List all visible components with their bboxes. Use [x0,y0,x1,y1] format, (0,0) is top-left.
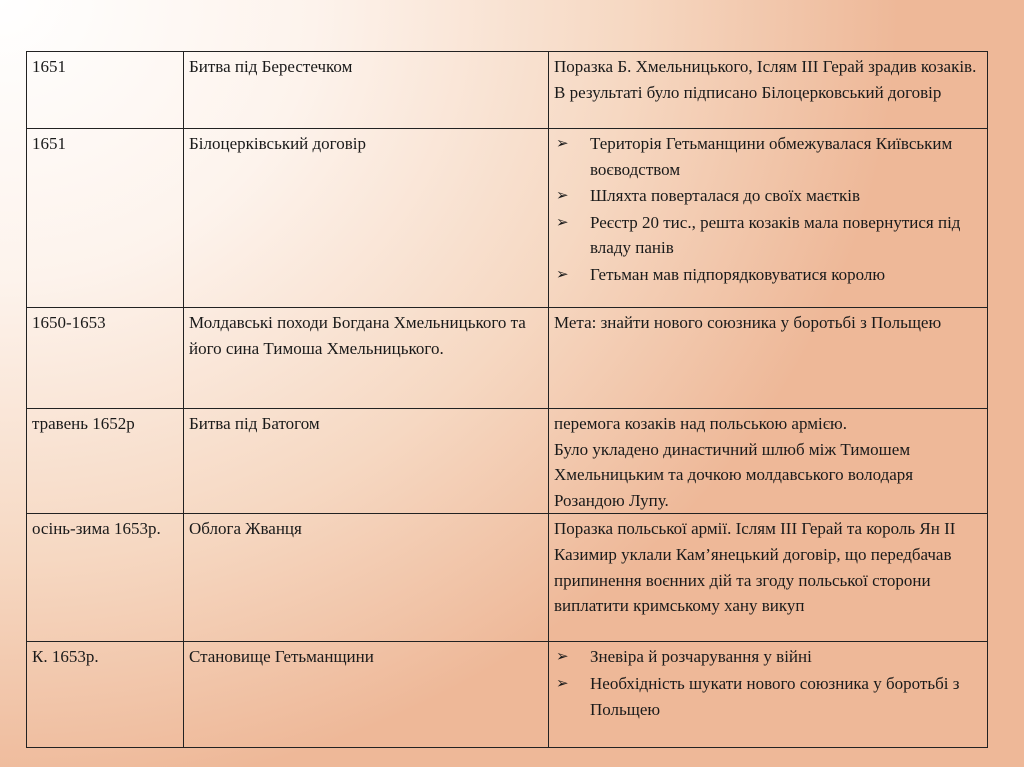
arrow-bullet-icon: ➢ [556,264,569,283]
date-cell: К. 1653р. [27,642,184,748]
table-row [27,308,988,409]
result-bullet-list [554,644,983,722]
table-row [27,409,988,514]
date-cell: осінь-зима 1653р. [27,514,184,642]
date-cell: 1651 [27,52,184,129]
list-item: ➢ Реєстр 20 тис., решта козаків мала повернутися під владу панів [554,210,983,261]
result-cell: Поразка Б. Хмельницького, Іслям ІІІ Герай зрадив козаків. В результаті було підписано Білоцерковський договір [549,52,988,129]
table-row [27,52,988,129]
date-cell: 1650-1653 [27,308,184,409]
event-cell: Битва під Батогом [184,409,549,514]
result-cell: Мета: знайти нового союзника у боротьбі з Польщею [549,308,988,409]
event-cell: Становище Гетьманщини [184,642,549,748]
list-item: ➢ Територія Гетьманщини обмежувалася Київським воєводством [554,131,983,182]
date-cell: травень 1652р [27,409,184,514]
event-cell: Облога Жванця [184,514,549,642]
result-cell [549,642,988,748]
list-item: ➢ Шляхта поверталася до своїх маєтків [554,183,983,209]
result-bullet-list [554,131,983,288]
arrow-bullet-icon: ➢ [556,186,569,205]
list-item: ➢ Зневіра й розчарування у війні [554,644,983,670]
arrow-bullet-icon: ➢ [556,134,569,152]
arrow-bullet-icon: ➢ [556,212,569,231]
arrow-bullet-icon: ➢ [556,647,569,666]
result-line: перемога козаків над польською армією. [554,414,847,433]
result-cell [549,409,988,514]
arrow-bullet-icon: ➢ [556,673,569,692]
result-line: Було укладено династичний шлюб між Тимошем Хмельницьким та дочкою молдавського володаря Розандою Лупу. [554,439,914,510]
table-row [27,129,988,308]
list-item: ➢ Необхідність шукати нового союзника у боротьбі з Польщею [554,671,983,722]
date-cell: 1651 [27,129,184,308]
table-row [27,514,988,642]
event-cell: Молдавські походи Богдана Хмельницького та його сина Тимоша Хмельницького. [184,308,549,409]
list-item: ➢ Гетьман мав підпорядковуватися королю [554,262,983,288]
table-row [27,642,988,748]
result-cell [549,129,988,308]
event-cell: Білоцерківський договір [184,129,549,308]
event-cell: Битва під Берестечком [184,52,549,129]
result-cell: Поразка польської армії. Іслям ІІІ Герай та король Ян ІІ Казимир уклали Кам’янецький договір, що передбачав припинення воєнних дій та згоду польської сторони виплатити кримському хану викуп [549,514,988,642]
events-table [26,51,988,748]
